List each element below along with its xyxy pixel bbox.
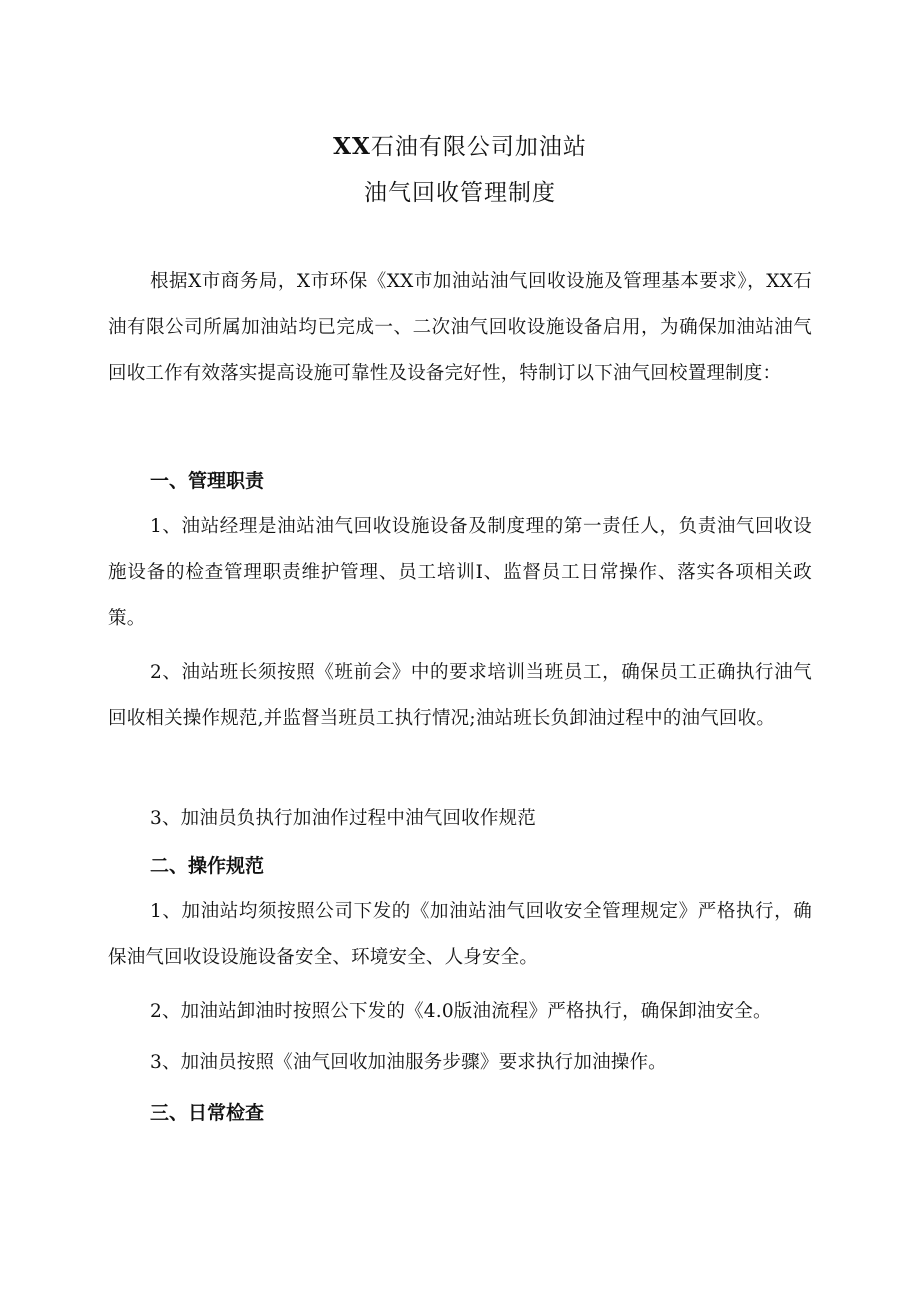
document-subtitle: 油气回收管理制度 [364, 180, 556, 206]
title-company-name: 石油有限公司加油站 [370, 134, 587, 160]
management-item-1: 1、油站经理是油站油气回收设施设备及制度理的第一责任人，负责油气回收设施设备的检查管理职责维护管理、员工培训I、监督员工日常操作、落实各项相关政策。 [108, 516, 812, 629]
title-company-prefix: XX [333, 133, 371, 160]
document-title [0, 128, 920, 161]
operation-item-3: 3、加油员按照《油气回收加油服务步骤》要求执行加油操作。 [150, 1052, 667, 1073]
operation-item-2: 2、加油站卸油时按照公下发的《4.0版油流程》严格执行，确保卸油安全。 [150, 1001, 772, 1022]
section-heading-management: 一、管理职责 [150, 470, 265, 492]
management-item-2: 2、油站班长须按照《班前会》中的要求培训当班员工，确保员工正确执行油气回收相关操作规范,并监督当班员工执行情况;油站班长负卸油过程中的油气回收。 [108, 662, 812, 729]
management-item-3: 3、加油员负执行加油作过程中油气回收作规范 [150, 808, 536, 829]
operation-item-1: 1、加油站均须按照公司下发的《加油站油气回收安全管理规定》严格执行，确保油气回收设设施设备安全、环境安全、人身安全。 [108, 901, 812, 968]
section-heading-operation: 二、操作规范 [150, 855, 265, 877]
section-heading-daily-check: 三、日常检查 [150, 1102, 265, 1124]
intro-paragraph: 根据X市商务局，X市环保《XX市加油站油气回收设施及管理基本要求》，XX石油有限公司所属加油站均已完成一、二次油气回收设施设备启用，为确保加油站油气回收工作有效落实提高设施可靠性及设备完好性，特制订以下油气回校置理制度： [108, 271, 812, 384]
